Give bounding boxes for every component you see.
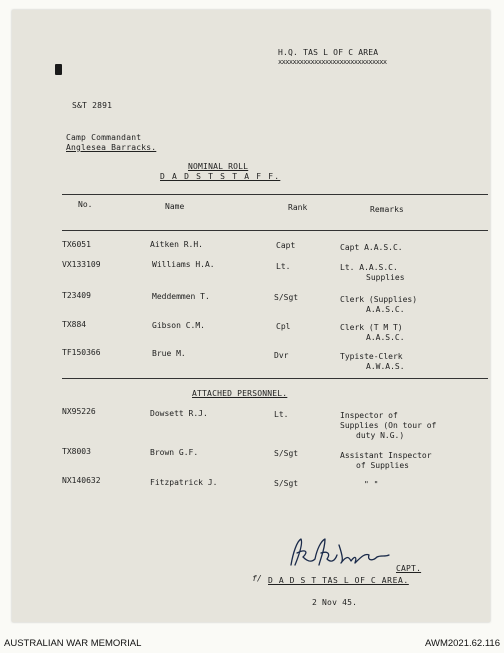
member-rank: S/Sgt bbox=[274, 479, 299, 488]
member-remarks: Clerk (T M T) bbox=[340, 323, 403, 332]
archive-footer bbox=[0, 634, 504, 653]
column-header-no: No. bbox=[78, 200, 93, 209]
header-bottom-rule bbox=[62, 230, 488, 231]
service-number: T23409 bbox=[62, 291, 91, 300]
addressee-line2: Anglesea Barracks. bbox=[66, 143, 157, 152]
member-rank: Cpl bbox=[276, 322, 291, 331]
member-rank: Lt. bbox=[274, 410, 289, 419]
member-rank: S/Sgt bbox=[274, 449, 299, 458]
member-name: Brown G.F. bbox=[150, 448, 199, 457]
member-name: Gibson C.M. bbox=[152, 321, 205, 330]
member-name: Dowsett R.J. bbox=[150, 409, 208, 418]
member-remarks: Supplies (On tour of bbox=[340, 421, 437, 430]
member-name: Fitzpatrick J. bbox=[150, 478, 218, 487]
service-number: TX884 bbox=[62, 320, 87, 329]
member-remarks: " " bbox=[364, 480, 379, 489]
member-remarks: A.A.S.C. bbox=[366, 333, 405, 342]
title-dadst-staff: D A D S T S T A F F. bbox=[160, 172, 281, 181]
service-number: NX95226 bbox=[62, 407, 96, 416]
signature-date: 2 Nov 45. bbox=[312, 598, 358, 607]
member-remarks: Assistant Inspector bbox=[340, 451, 432, 460]
service-number: NX140632 bbox=[62, 476, 101, 485]
member-remarks: Supplies bbox=[366, 273, 405, 282]
member-remarks: of Supplies bbox=[356, 461, 409, 470]
member-remarks: A.W.A.S. bbox=[366, 362, 405, 371]
member-name: Meddemmen T. bbox=[152, 292, 210, 301]
member-name: Aitken R.H. bbox=[150, 240, 203, 249]
footer-accession-number: AWM2021.62.116 bbox=[425, 638, 500, 649]
member-remarks: Capt A.A.S.C. bbox=[340, 243, 403, 252]
member-name: Williams H.A. bbox=[152, 260, 215, 269]
member-remarks: Clerk (Supplies) bbox=[340, 295, 418, 304]
handwritten-signature bbox=[285, 535, 395, 573]
addressee-line1: Camp Commandant bbox=[66, 133, 142, 142]
member-remarks: Lt. A.A.S.C. bbox=[340, 263, 398, 272]
member-remarks: Inspector of bbox=[340, 411, 398, 420]
column-header-name: Name bbox=[165, 202, 185, 211]
attached-heading: ATTACHED PERSONNEL. bbox=[192, 389, 288, 398]
service-number: TX8003 bbox=[62, 447, 91, 456]
for-mark: f/ bbox=[252, 574, 263, 583]
member-rank: Dvr bbox=[274, 351, 289, 360]
signatory-rank: CAPT. bbox=[396, 564, 422, 573]
member-remarks: Typiste-Clerk bbox=[340, 352, 403, 361]
reference-number: S&T 2891 bbox=[72, 101, 113, 110]
hq-underline: xxxxxxxxxxxxxxxxxxxxxxxxxxxxxx bbox=[278, 58, 387, 66]
footer-institution: AUSTRALIAN WAR MEMORIAL bbox=[4, 638, 142, 649]
column-header-remarks: Remarks bbox=[370, 205, 404, 214]
member-rank: Capt bbox=[276, 241, 296, 250]
title-nominal-roll: NOMINAL ROLL bbox=[188, 162, 249, 171]
table-top-rule bbox=[62, 194, 488, 195]
member-rank: S/Sgt bbox=[274, 293, 299, 302]
service-number: VX133109 bbox=[62, 260, 101, 269]
signatory-office: D A D S T TAS L OF C AREA. bbox=[268, 576, 409, 585]
member-name: Brue M. bbox=[152, 349, 186, 358]
member-rank: Lt. bbox=[276, 262, 291, 271]
member-remarks: A.A.S.C. bbox=[366, 305, 405, 314]
punch-hole bbox=[55, 64, 62, 75]
service-number: TX6051 bbox=[62, 240, 91, 249]
member-remarks: duty N.G.) bbox=[356, 431, 405, 440]
column-header-rank: Rank bbox=[288, 203, 308, 212]
hq-line: H.Q. TAS L OF C AREA bbox=[278, 48, 379, 57]
service-number: TF150366 bbox=[62, 348, 101, 357]
staff-bottom-rule bbox=[62, 378, 488, 379]
